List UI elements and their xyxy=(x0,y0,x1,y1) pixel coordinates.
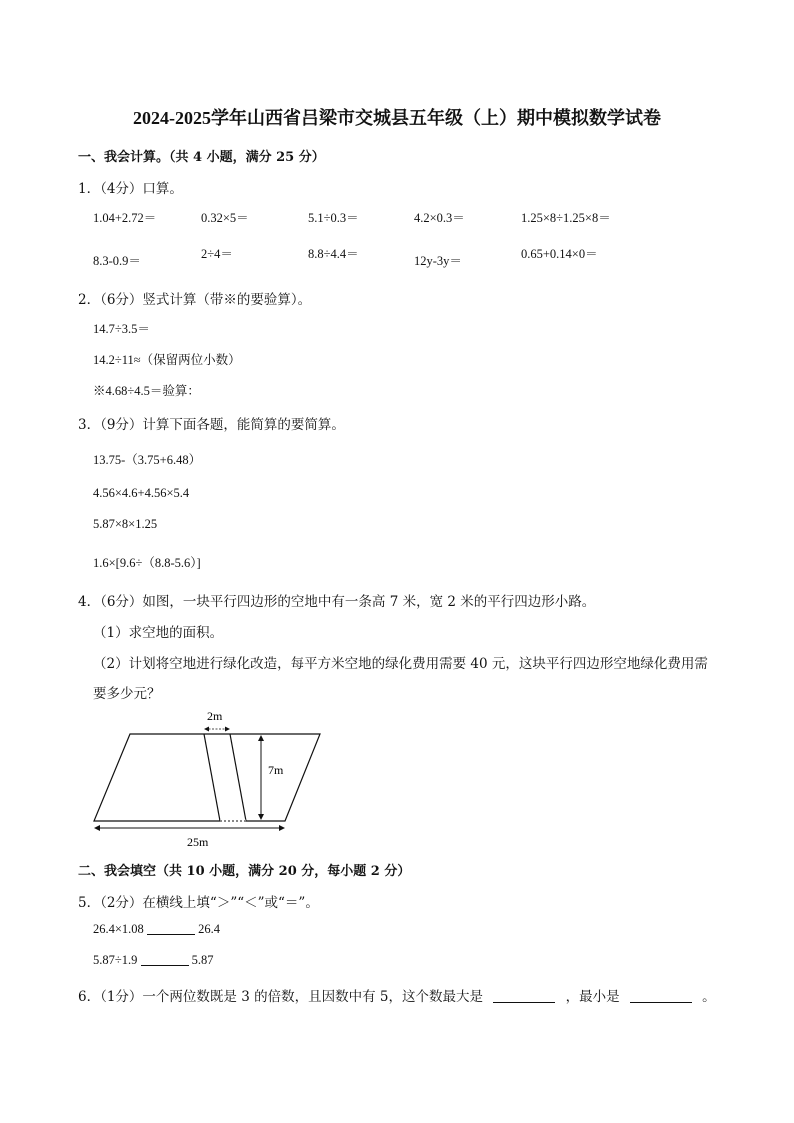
compare-line-1 xyxy=(93,922,220,937)
simplify-calc-item: 5.87×8×1.25 xyxy=(93,517,158,531)
compare-line-2 xyxy=(93,953,214,968)
question-6-stem-c: 。 xyxy=(702,989,716,1005)
oral-calc-item: 0.65+0.14×0＝ xyxy=(521,247,598,261)
vertical-calc-item: 14.2÷11≈（保留两位小数） xyxy=(93,353,241,367)
oral-calc-item: 4.2×0.3＝ xyxy=(414,211,465,225)
vertical-calc-item: ※4.68÷4.5＝验算： xyxy=(93,384,200,398)
simplify-calc-item: 4.56×4.6+4.56×5.4 xyxy=(93,486,190,500)
question-4-stem: 4．（6分）如图，一块平行四边形的空地中有一条高 7 米，宽 2 米的平行四边形小路。 xyxy=(78,594,596,610)
base-label: 25m xyxy=(187,835,209,849)
compare-left: 26.4×1.08 xyxy=(93,922,144,936)
path-left-edge xyxy=(204,734,220,821)
compare-left: 5.87÷1.9 xyxy=(93,953,138,967)
arrowhead xyxy=(225,727,230,732)
question-6-stem-b: ，最小是 xyxy=(565,989,620,1005)
question-2-stem: 2．（6分）竖式计算（带※的要验算）。 xyxy=(78,292,312,308)
compare-right: 26.4 xyxy=(198,922,220,936)
answer-blank[interactable] xyxy=(147,922,195,935)
question-6 xyxy=(78,985,716,1005)
section-2-heading: 二、我会填空（共 10 小题，满分 20 分，每小题 2 分） xyxy=(78,864,411,879)
arrowhead xyxy=(258,814,264,820)
page-title: 2024-2025学年山西省吕梁市交城县五年级（上）期中模拟数学试卷 xyxy=(133,108,661,128)
question-6-stem-a: 6．（1分）一个两位数既是 3 的倍数，且因数中有 5，这个数最大是 xyxy=(78,989,483,1005)
simplify-calc-item: 1.6×[9.6÷（8.8-5.6）] xyxy=(93,556,201,570)
oral-calc-item: 12y-3y＝ xyxy=(414,254,462,268)
question-4-sub1: （1）求空地的面积。 xyxy=(93,625,224,641)
oral-calc-item: 5.1÷0.3＝ xyxy=(308,211,359,225)
oral-calc-item: 8.3-0.9＝ xyxy=(93,254,141,268)
section-1-heading: 一、我会计算。（共 4 小题，满分 25 分） xyxy=(78,150,325,165)
oral-calc-item: 1.25×8÷1.25×8＝ xyxy=(521,211,611,225)
path-right-edge xyxy=(230,734,246,821)
height-label: 7m xyxy=(268,763,284,777)
question-1-stem: 1．（4分）口算。 xyxy=(78,181,183,197)
arrowhead xyxy=(279,825,285,831)
oral-calc-item: 2÷4＝ xyxy=(201,247,233,261)
oral-calc-item: 1.04+2.72＝ xyxy=(93,211,157,225)
oral-calc-item: 8.8÷4.4＝ xyxy=(308,247,359,261)
compare-right: 5.87 xyxy=(191,953,214,967)
parallelogram-figure xyxy=(80,700,340,855)
simplify-calc-item: 13.75-（3.75+6.48） xyxy=(93,453,202,467)
arrowhead xyxy=(204,727,209,732)
vertical-calc-item: 14.7÷3.5＝ xyxy=(93,322,150,336)
answer-blank-max[interactable] xyxy=(493,990,555,1003)
oral-calc-item: 0.32×5＝ xyxy=(201,211,249,225)
answer-blank[interactable] xyxy=(141,953,189,966)
question-3-stem: 3．（9分）计算下面各题，能简算的要简算。 xyxy=(78,417,345,433)
answer-blank-min[interactable] xyxy=(630,990,692,1003)
arrowhead xyxy=(94,825,100,831)
arrowhead xyxy=(258,735,264,741)
question-4-sub2-continued: 要多少元？ xyxy=(93,686,161,702)
question-5-stem: 5．（2分）在横线上填“＞”“＜”或“＝”。 xyxy=(78,895,319,911)
width-label: 2m xyxy=(207,709,223,723)
question-4-sub2: （2）计划将空地进行绿化改造，每平方米空地的绿化费用需要 40 元，这块平行四边形空地绿化费用需 xyxy=(93,656,708,672)
